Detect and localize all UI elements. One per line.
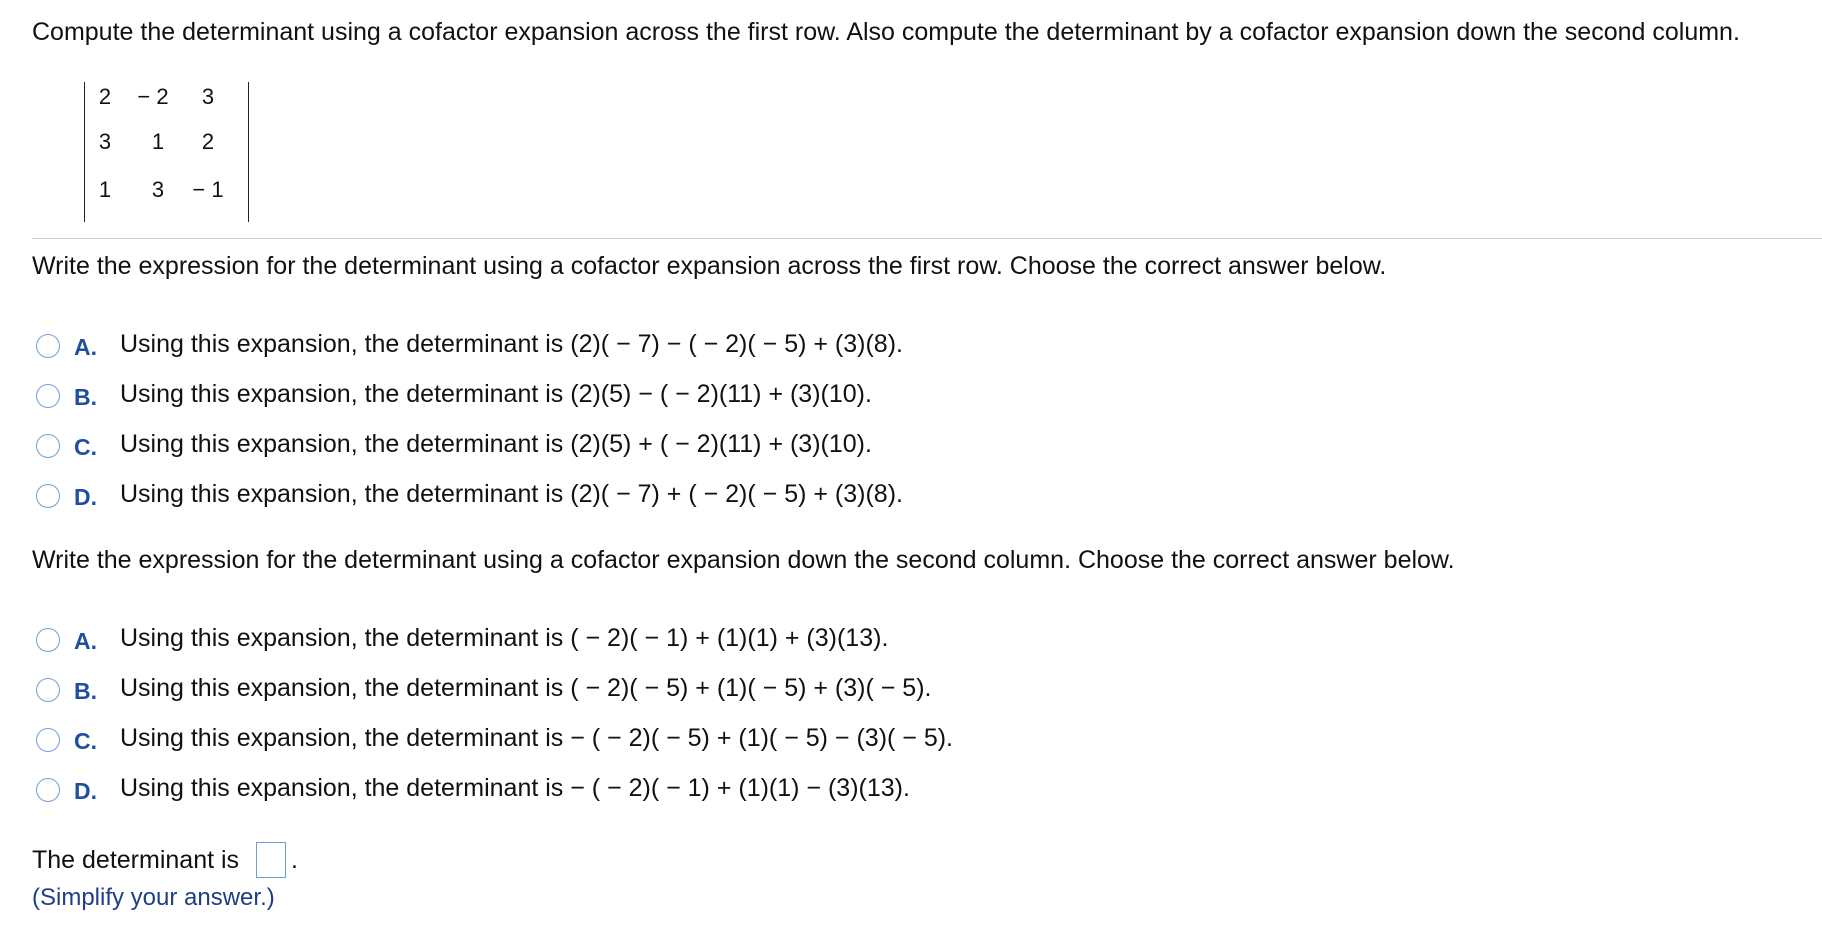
- determinant-answer-label: The determinant is: [32, 846, 240, 874]
- option-text: Using this expansion, the determinant is (2)( − 7) + ( − 2)( − 5) + (3)(8).: [120, 480, 903, 508]
- matrix-cell: 3: [151, 177, 165, 202]
- matrix-cell: 3: [98, 129, 112, 154]
- option-letter: B.: [74, 678, 97, 704]
- simplify-hint: (Simplify your answer.): [32, 884, 275, 911]
- problem-prompt: Compute the determinant using a cofactor expansion across the first row. Also compute the determinant by a cofactor expansion down the second column.: [32, 18, 1740, 46]
- option-letter: A.: [74, 628, 97, 654]
- section-divider: [32, 238, 1822, 239]
- matrix-cell: 1: [98, 177, 112, 202]
- option-letter: C.: [74, 434, 97, 460]
- matrix-row: [85, 177, 248, 217]
- option-letter: C.: [74, 728, 97, 754]
- radio-button[interactable]: [36, 678, 60, 702]
- radio-button[interactable]: [36, 384, 60, 408]
- matrix-cell: 2: [98, 84, 112, 109]
- option-letter: A.: [74, 334, 97, 360]
- q1-option-c[interactable]: [34, 428, 1034, 464]
- q1-option-b[interactable]: [34, 378, 1034, 414]
- option-text: Using this expansion, the determinant is (2)(5) − ( − 2)(11) + (3)(10).: [120, 380, 872, 408]
- matrix-cell: 1: [151, 129, 165, 154]
- q2-option-b[interactable]: [34, 672, 1034, 708]
- option-text: Using this expansion, the determinant is ( − 2)( − 5) + (1)( − 5) + (3)( − 5).: [120, 674, 932, 702]
- radio-button[interactable]: [36, 334, 60, 358]
- determinant-answer-input[interactable]: [256, 842, 286, 878]
- q2-option-a[interactable]: [34, 622, 1034, 658]
- option-text: Using this expansion, the determinant is (2)(5) + ( − 2)(11) + (3)(10).: [120, 430, 872, 458]
- matrix-cell: 2: [201, 129, 215, 154]
- q2-option-d[interactable]: [34, 772, 1034, 808]
- determinant-matrix: [84, 82, 249, 222]
- q1-option-a[interactable]: [34, 328, 1034, 364]
- question-1-text: Write the expression for the determinant using a cofactor expansion across the first row. Choose the correct answer below.: [32, 252, 1387, 280]
- option-letter: D.: [74, 778, 97, 804]
- matrix-cell: − 1: [192, 177, 224, 202]
- matrix-row: [85, 84, 248, 124]
- option-text: Using this expansion, the determinant is − ( − 2)( − 1) + (1)(1) − (3)(13).: [120, 774, 910, 802]
- option-text: Using this expansion, the determinant is ( − 2)( − 1) + (1)(1) + (3)(13).: [120, 624, 889, 652]
- radio-button[interactable]: [36, 728, 60, 752]
- matrix-cell: 3: [201, 84, 215, 109]
- q1-option-d[interactable]: [34, 478, 1034, 514]
- question-2-text: Write the expression for the determinant using a cofactor expansion down the second column. Choose the correct answer below.: [32, 546, 1455, 574]
- answer-period: .: [291, 846, 298, 874]
- option-text: Using this expansion, the determinant is (2)( − 7) − ( − 2)( − 5) + (3)(8).: [120, 330, 903, 358]
- option-letter: B.: [74, 384, 97, 410]
- q2-option-c[interactable]: [34, 722, 1034, 758]
- radio-button[interactable]: [36, 434, 60, 458]
- matrix-row: [85, 129, 248, 169]
- option-letter: D.: [74, 484, 97, 510]
- radio-button[interactable]: [36, 484, 60, 508]
- radio-button[interactable]: [36, 628, 60, 652]
- option-text: Using this expansion, the determinant is − ( − 2)( − 5) + (1)( − 5) − (3)( − 5).: [120, 724, 954, 752]
- matrix-cell: − 2: [137, 84, 169, 109]
- radio-button[interactable]: [36, 778, 60, 802]
